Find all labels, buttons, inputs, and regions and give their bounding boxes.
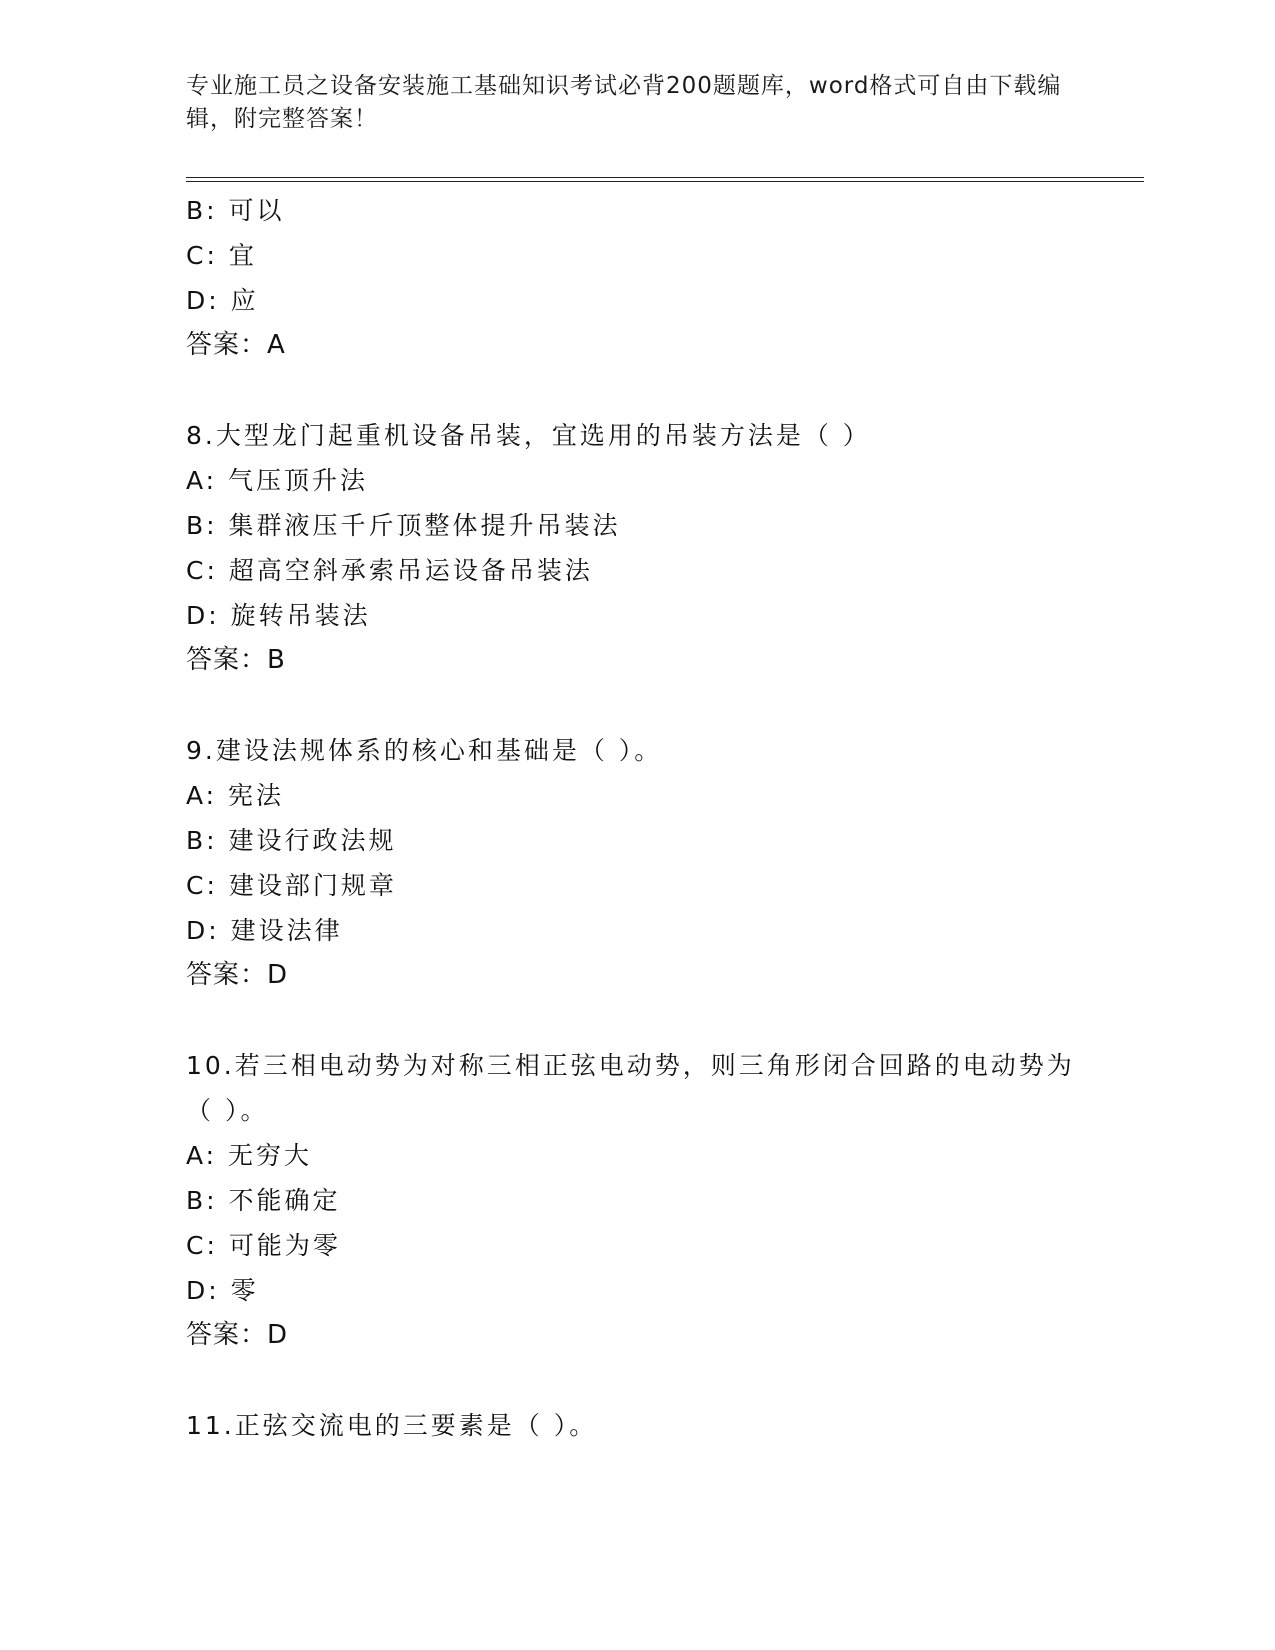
option-c: C: 超高空斜承索吊运设备吊装法 xyxy=(186,556,593,585)
option-c: C: 宜 xyxy=(186,241,257,270)
question-stem: 11.正弦交流电的三要素是（ ）。 xyxy=(186,1411,598,1440)
option-c: C: 可能为零 xyxy=(186,1231,341,1260)
spacer xyxy=(186,368,1086,413)
option-d: D: 建设法律 xyxy=(186,916,343,945)
question-stem: 8.大型龙门起重机设备吊装，宜选用的吊装方法是（ ） xyxy=(186,421,871,450)
option-b: B: 不能确定 xyxy=(186,1186,341,1215)
question-stem: 10.若三相电动势为对称三相正弦电动势，则三角形闭合回路的电动势为（ ）。 xyxy=(186,1051,1075,1125)
option-d: D: 零 xyxy=(186,1276,259,1305)
page-header-title: 专业施工员之设备安装施工基础知识考试必背200题题库，word格式可自由下载编辑，附完整答案！ xyxy=(186,73,1062,132)
question-8 xyxy=(186,413,1086,683)
option-a: A: 气压顶升法 xyxy=(186,466,369,495)
option-b: B: 集群液压千斤顶整体提升吊装法 xyxy=(186,511,621,540)
option-c: C: 建设部门规章 xyxy=(186,871,397,900)
answer-label: 答案：D xyxy=(186,1320,289,1350)
option-d: D: 旋转吊装法 xyxy=(186,601,371,630)
answer-label: 答案：B xyxy=(186,645,286,675)
option-b: B: 可以 xyxy=(186,196,285,225)
spacer xyxy=(186,683,1086,728)
question-7-tail xyxy=(186,188,1086,368)
option-d: D: 应 xyxy=(186,286,259,315)
spacer xyxy=(186,1358,1086,1403)
spacer xyxy=(186,998,1086,1043)
question-content xyxy=(186,188,1086,1448)
answer-label: 答案：D xyxy=(186,960,289,990)
question-11 xyxy=(186,1403,1086,1448)
header-divider xyxy=(186,177,1144,182)
answer-label: 答案：A xyxy=(186,330,286,360)
question-9 xyxy=(186,728,1086,998)
question-10 xyxy=(186,1043,1086,1358)
option-b: B: 建设行政法规 xyxy=(186,826,397,855)
question-stem: 9.建设法规体系的核心和基础是（ ）。 xyxy=(186,736,663,765)
option-a: A: 宪法 xyxy=(186,781,285,810)
option-a: A: 无穷大 xyxy=(186,1141,313,1170)
